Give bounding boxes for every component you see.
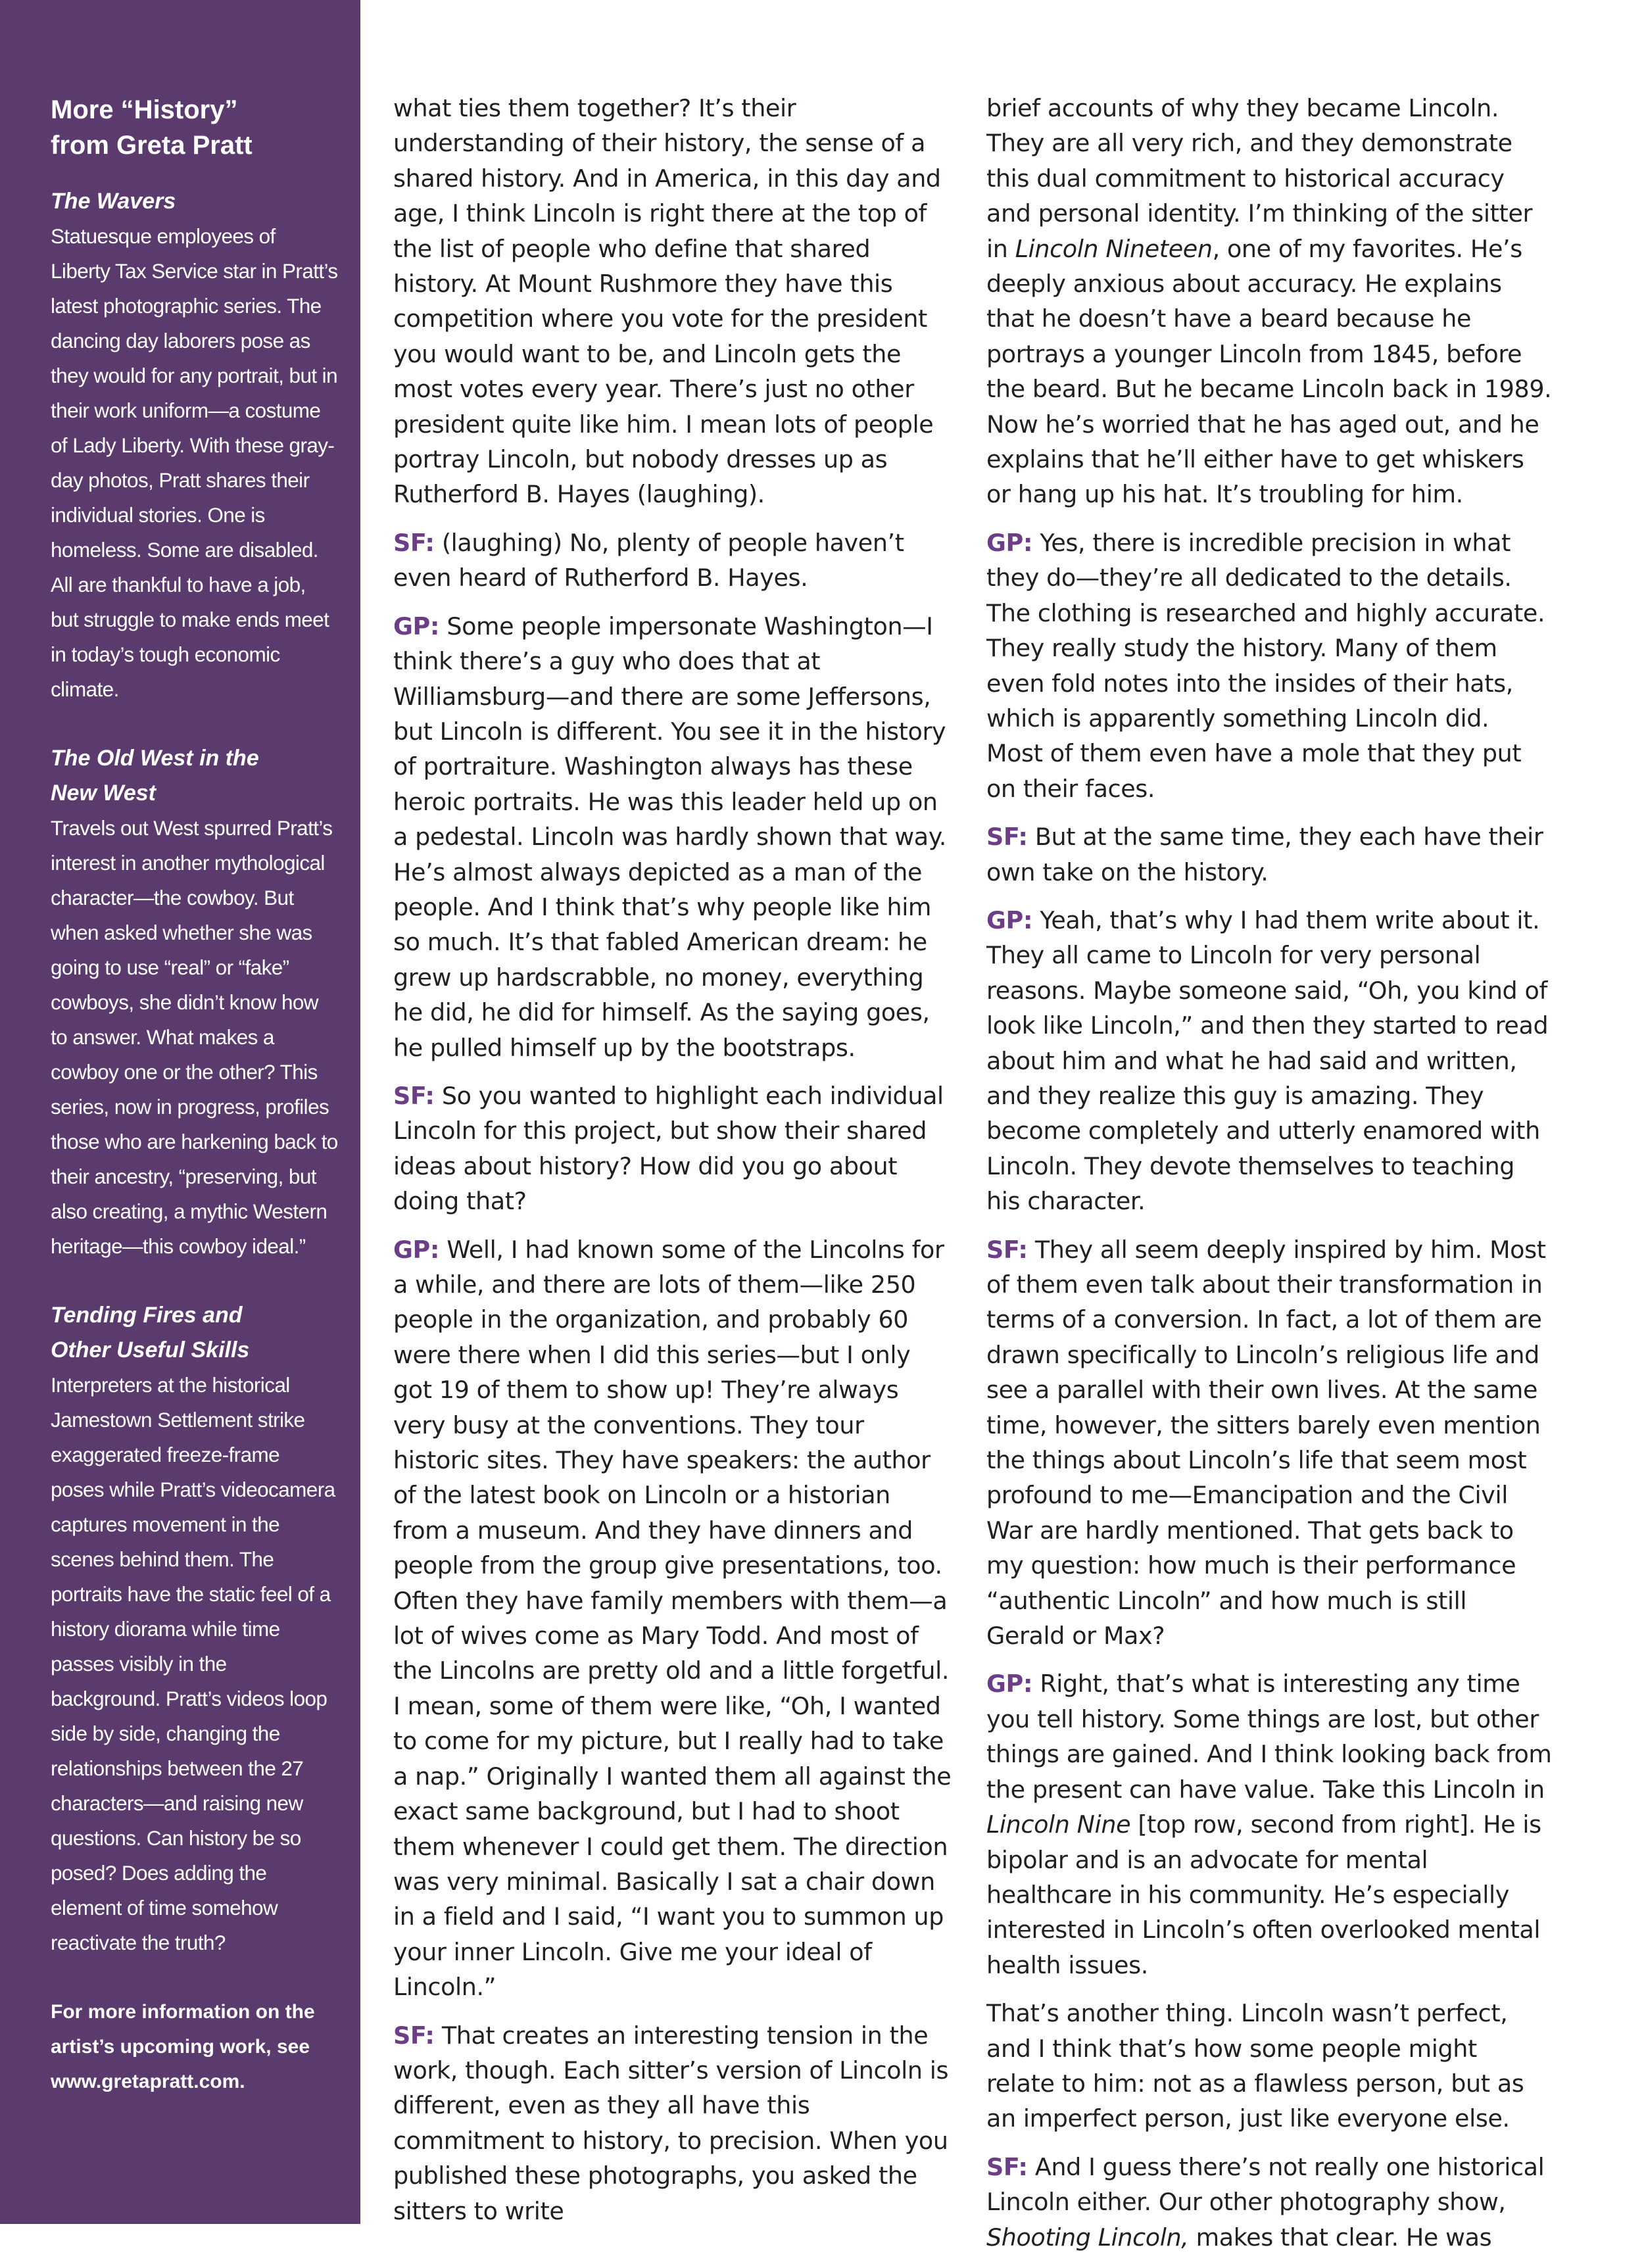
sidebar-section-heading bbox=[51, 184, 338, 219]
sidebar-section-old-west bbox=[51, 741, 338, 1264]
speaker-label: SF: bbox=[986, 823, 1028, 852]
sidebar-title bbox=[51, 92, 338, 163]
interview-paragraph bbox=[986, 91, 1552, 512]
interview-paragraph bbox=[986, 2150, 1552, 2255]
speaker-label: SF: bbox=[393, 528, 435, 557]
interview-paragraph bbox=[986, 903, 1552, 1219]
article-column-1 bbox=[393, 91, 952, 2242]
speaker-label: GP: bbox=[986, 1670, 1033, 1699]
sidebar-section-body: Travels out West spurred Pratt’s interest in another mythological character—the cowboy. But when asked whether she was going to use “real” or “fake” cowboys, she didn’t know how to answer. What makes a cowboy one or the other? This series, now in progress, profiles those who are harkening back to their ancestry, “preserving, but also creating, a mythic Western heritage—this cowboy ideal.” bbox=[51, 816, 338, 1258]
italic-title-text: Shooting Lincoln, bbox=[986, 2223, 1189, 2252]
sidebar-title-line: from Greta Pratt bbox=[51, 131, 253, 160]
interview-paragraph bbox=[393, 2018, 952, 2229]
paragraph-text: That creates an interesting tension in the work, though. Each sitter’s version of Lincoln is different, even as they all have this commitment to history, to precision. When you published these photographs, you asked the sitters to write bbox=[393, 2021, 949, 2225]
paragraph-text: So you wanted to highlight each individual Lincoln for this project, but show their shared ideas about history? How did you go about doing that? bbox=[393, 1081, 944, 1216]
heading-line: The Old West in the bbox=[51, 746, 259, 771]
interview-paragraph bbox=[986, 1996, 1552, 2136]
interview-paragraph bbox=[986, 1232, 1552, 1654]
speaker-label: SF: bbox=[393, 1081, 435, 1110]
sidebar-section-tending-fires bbox=[51, 1298, 338, 1960]
interview-paragraph bbox=[986, 525, 1552, 806]
paragraph-text: [top row, second from right]. He is bipolar and is an advocate for mental healthcare in his community. He’s especially interested in Lincoln’s often overlooked mental health issues. bbox=[986, 1810, 1541, 1979]
paragraph-text: They all seem deeply inspired by him. Most of them even talk about their transformation in terms of a conversion. In fact, a lot of them are drawn specifically to Lincoln’s religious life and see a parallel with their own lives. At the same time, however, the sitters barely even mention the things about Lincoln’s life that seem most profound to me—Emancipation and the Civil War are hardly mentioned. That gets back to my question: how much is their performance “authentic Lincoln” and how much is still Gerald or Max? bbox=[986, 1235, 1546, 1651]
interview-paragraph bbox=[393, 609, 952, 1065]
sidebar-title-line: More “History” bbox=[51, 95, 238, 124]
sidebar-section-body: Interpreters at the historical Jamestown Settlement strike exaggerated freeze-frame poses while Pratt’s videocamera captures movement in the scenes behind them. The portraits have the static feel of a history diorama while time passes visibly in the background. Pratt’s videos loop side by side, changing the relationships between the 27 characters—and raising new questions. Can history be so posed? Does adding the element of time somehow reactivate the truth? bbox=[51, 1373, 335, 1954]
speaker-label: GP: bbox=[393, 1235, 440, 1264]
speaker-label: SF: bbox=[986, 2152, 1028, 2181]
speaker-label: GP: bbox=[393, 612, 440, 640]
italic-title-text: Lincoln Nineteen bbox=[1015, 234, 1213, 263]
speaker-label: GP: bbox=[986, 528, 1033, 557]
paragraph-text: makes that clear. He was bbox=[1188, 2223, 1492, 2252]
speaker-label: GP: bbox=[986, 905, 1033, 934]
heading-line: New West bbox=[51, 781, 156, 806]
paragraph-text: That’s another thing. Lincoln wasn’t perfect, and I think that’s how some people might relate to him: not as a flawless person, but as an imperfect person, just like everyone else. bbox=[986, 1999, 1524, 2133]
sidebar bbox=[0, 0, 360, 2224]
sidebar-section-heading bbox=[51, 741, 338, 811]
paragraph-text: But at the same time, they each have their own take on the history. bbox=[986, 823, 1543, 886]
interview-paragraph bbox=[393, 1232, 952, 2005]
paragraph-text: Right, that’s what is interesting any time you tell history. Some things are lost, but other things are gained. And I think looking back from the present can have value. Take this Lincoln in bbox=[986, 1670, 1552, 1804]
paragraph-text: Yeah, that’s why I had them write about it. They all came to Lincoln for very personal reasons. Maybe someone said, “Oh, you kind of look like Lincoln,” and then they started to read about him and what he had said and written, and they realize this guy is amazing. They become completely and utterly enamored with Lincoln. They devote themselves to teaching his character. bbox=[986, 905, 1549, 1216]
interview-paragraph bbox=[393, 525, 952, 596]
paragraph-text: Well, I had known some of the Lincolns for a while, and there are lots of them—like 250 people in the organization, and probably 60 were there when I did this series—but I only got 19 of them to show up! They’re always very busy at the conventions. They tour historic sites. They have speakers: the author of the latest book on Lincoln or a historian from a museum. And they have dinners and people from the group give presentations, too. Often they have family members with them—a lot of wives come as Mary Todd. And most of the Lincolns are pretty old and a little forgetful. I mean, some of them were like, “Oh, I wanted to come for my picture, but I really had to take a nap.” Originally I wanted them all against the exact same background, but I had to shoot them whenever I could get them. The direction was very minimal. Basically I sat a chair down in a field and I said, “I want you to summon up your inner Lincoln. Give me your ideal of Lincoln.” bbox=[393, 1235, 952, 2002]
paragraph-text: , one of my favorites. He’s deeply anxious about accuracy. He explains that he doesn’t have a beard because he portrays a younger Lincoln from 1845, before the beard. But he became Lincoln back in 1989. Now he’s worried that he has aged out, and he explains that he’ll either have to get whiskers or hang up his hat. It’s troubling for him. bbox=[986, 234, 1552, 509]
italic-title-text: Lincoln Nine bbox=[986, 1810, 1131, 1839]
paragraph-text: brief accounts of why they became Lincoln. They are all very rich, and they demonstrate this dual commitment to historical accuracy and personal identity. I’m thinking of the sitter in bbox=[986, 94, 1533, 263]
interview-paragraph bbox=[986, 1666, 1552, 1983]
interview-paragraph bbox=[393, 1078, 952, 1219]
paragraph-text: what ties them together? It’s their understanding of their history, the sense of a shared history. And in America, in this day and age, I think Lincoln is right there at the top of the list of people who define that shared history. At Mount Rushmore they have this competition where you vote for the president you would want to be, and Lincoln gets the most votes every year. There’s just no other president quite like him. I mean lots of people portray Lincoln, but nobody dresses up as Rutherford B. Hayes (laughing). bbox=[393, 94, 941, 509]
paragraph-text: Yes, there is incredible precision in what they do—they’re all dedicated to the details. The clothing is researched and highly accurate. They really study the history. Many of them even fold notes into the insides of their hats, which is apparently something Lincoln did. Most of them even have a mole that they put on their faces. bbox=[986, 528, 1545, 803]
speaker-label: SF: bbox=[393, 2021, 435, 2050]
paragraph-text: And I guess there’s not really one historical Lincoln either. Our other photography show, bbox=[986, 2152, 1545, 2217]
paragraph-text: (laughing) No, plenty of people haven’t even heard of Rutherford B. Hayes. bbox=[393, 528, 904, 592]
paragraph-text: Some people impersonate Washington—I think there’s a guy who does that at Williamsburg—and there are some Jeffersons, but Lincoln is different. You see it in the history of portraiture. Washington always has these heroic portraits. He was this leader held up on a pedestal. Lincoln was hardly shown that way. He’s almost always depicted as a man of the people. And I think that’s why people like him so much. It’s that fabled American dream: he grew up hardscrabble, no money, everything he did, he did for himself. As the saying goes, he pulled himself up by the bootstraps. bbox=[393, 612, 946, 1062]
interview-paragraph bbox=[986, 819, 1552, 890]
heading-line: The Wavers bbox=[51, 189, 176, 214]
heading-line: Tending Fires and bbox=[51, 1303, 243, 1328]
heading-line: Other Useful Skills bbox=[51, 1338, 250, 1363]
interview-paragraph bbox=[393, 91, 952, 512]
sidebar-section-body: Statuesque employees of Liberty Tax Service star in Pratt’s latest photographic series. The dancing day laborers pose as they would for any portrait, but in their work uniform—a costume of Lady Liberty. With these gray-day photos, Pratt shares their individual stories. One is homeless. Some are disabled. All are thankful to have a job, but struggle to make ends meet in today’s tough economic climate. bbox=[51, 224, 338, 701]
sidebar-section-wavers bbox=[51, 184, 338, 707]
article-column-2 bbox=[986, 91, 1552, 2268]
speaker-label: SF: bbox=[986, 1235, 1028, 1264]
sidebar-footer: For more information on the artist’s upcoming work, see www.gretapratt.com. bbox=[51, 2001, 315, 2092]
sidebar-section-heading bbox=[51, 1298, 338, 1368]
